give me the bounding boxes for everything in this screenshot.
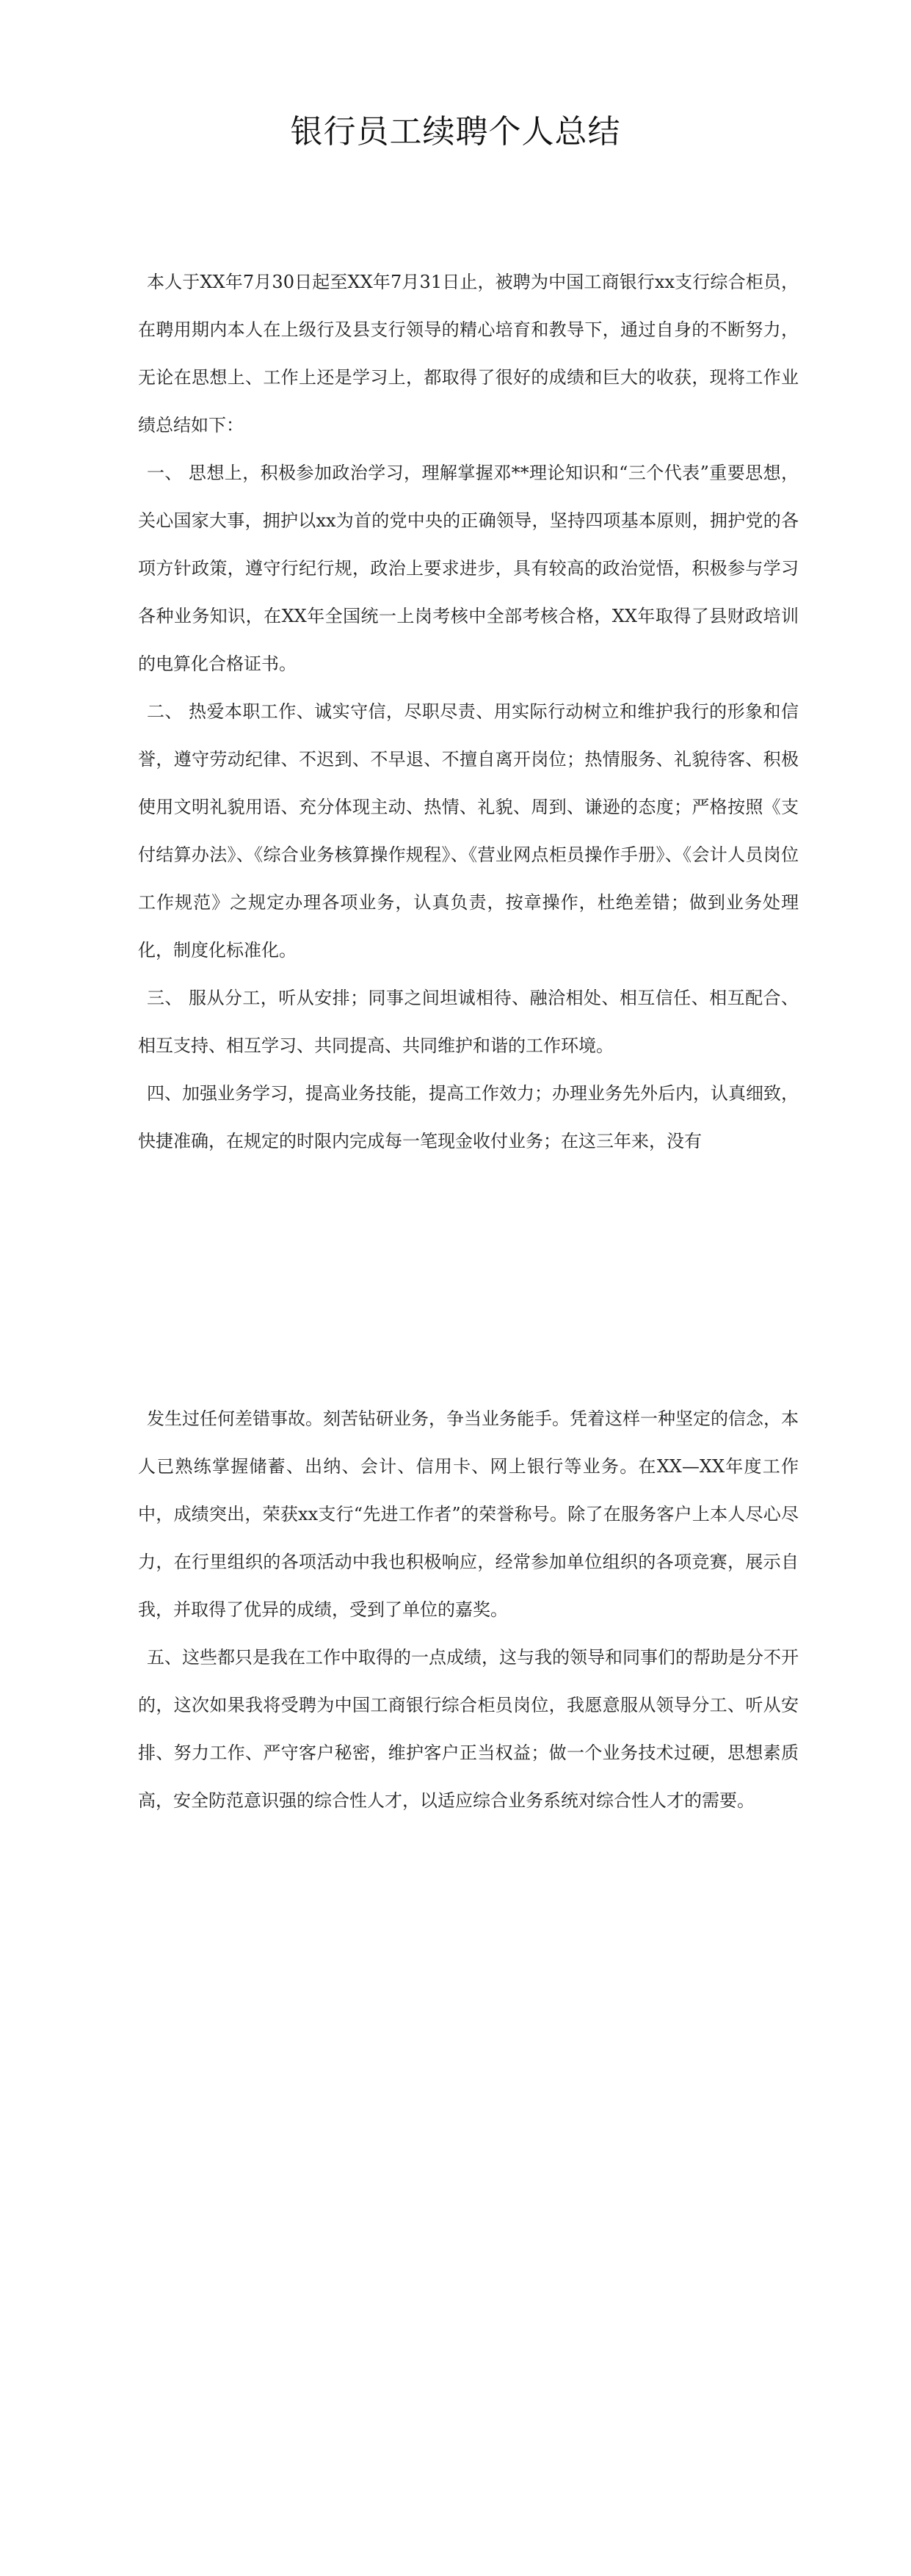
body-section-1 — [138, 258, 799, 1165]
paragraph-4-continued: 发生过任何差错事故。刻苦钻研业务，争当业务能手。凭着这样一种坚定的信念，本人已熟练掌握储蓄、出纳、会计、信用卡、网上银行等业务。在XX—XX年度工作中，成绩突出，荣获xx支行“先进工作者”的荣誉称号。除了在服务客户上本人尽心尽力，在行里组织的各项活动中我也积极响应，经常参加单位组织的各项竞赛，展示自我，并取得了优异的成绩，受到了单位的嘉奖。 — [138, 1408, 799, 1620]
paragraph-4-skills: 四、加强业务学习，提高业务技能，提高工作效力；办理业务先外后内，认真细致，快捷准确，在规定的时限内完成每一笔现金收付业务；在这三年来，没有 — [138, 1083, 799, 1151]
paragraph-2-work-attitude: 二、 热爱本职工作、诚实守信，尽职尽责、用实际行动树立和维护我行的形象和信誉，遵守劳动纪律、不迟到、不早退、不擅自离开岗位；热情服务、礼貌待客、积极使用文明礼貌用语、充分体现主动、热情、礼貌、周到、谦逊的态度；严格按照《支付结算办法》、《综合业务核算操作规程》、《营业网点柜员操作手册》、《会计人员岗位工作规范》之规定办理各项业务，认真负责，按章操作，杜绝差错；做到业务处理化，制度化标准化。 — [138, 701, 799, 960]
paragraph-1-ideology: 一、 思想上，积极参加政治学习，理解掌握邓**理论知识和“三个代表”重要思想，关心国家大事，拥护以xx为首的党中央的正确领导，坚持四项基本原则，拥护党的各项方针政策，遵守行纪行规，政治上要求进步，具有较高的政治觉悟，积极参与学习各种业务知识，在XX年全国统一上岗考核中全部考核合格，XX年取得了县财政培训的电算化合格证书。 — [138, 463, 799, 674]
body-section-2 — [138, 1395, 799, 1825]
document-title: 银行员工续聘个人总结 — [290, 113, 621, 151]
paragraph-3-teamwork: 三、 服从分工，听从安排；同事之间坦诚相待、融洽相处、相互信任、相互配合、相互支持、相互学习、共同提高、共同维护和谐的工作环境。 — [138, 988, 799, 1056]
paragraph-5-conclusion: 五、这些都只是我在工作中取得的一点成绩，这与我的领导和同事们的帮助是分不开的，这次如果我将受聘为中国工商银行综合柜员岗位，我愿意服从领导分工、听从安排、努力工作、严守客户秘密，维护客户正当权益；做一个业务技术过硬，思想素质高，安全防范意识强的综合性人才，以适应综合业务系统对综合性人才的需要。 — [138, 1647, 799, 1811]
intro-paragraph: 本人于XX年7月30日起至XX年7月31日止，被聘为中国工商银行xx支行综合柜员，在聘用期内本人在上级行及县支行领导的精心培育和教导下，通过自身的不断努力，无论在思想上、工作上还是学习上，都取得了很好的成绩和巨大的收获，现将工作业绩总结如下： — [138, 272, 799, 435]
